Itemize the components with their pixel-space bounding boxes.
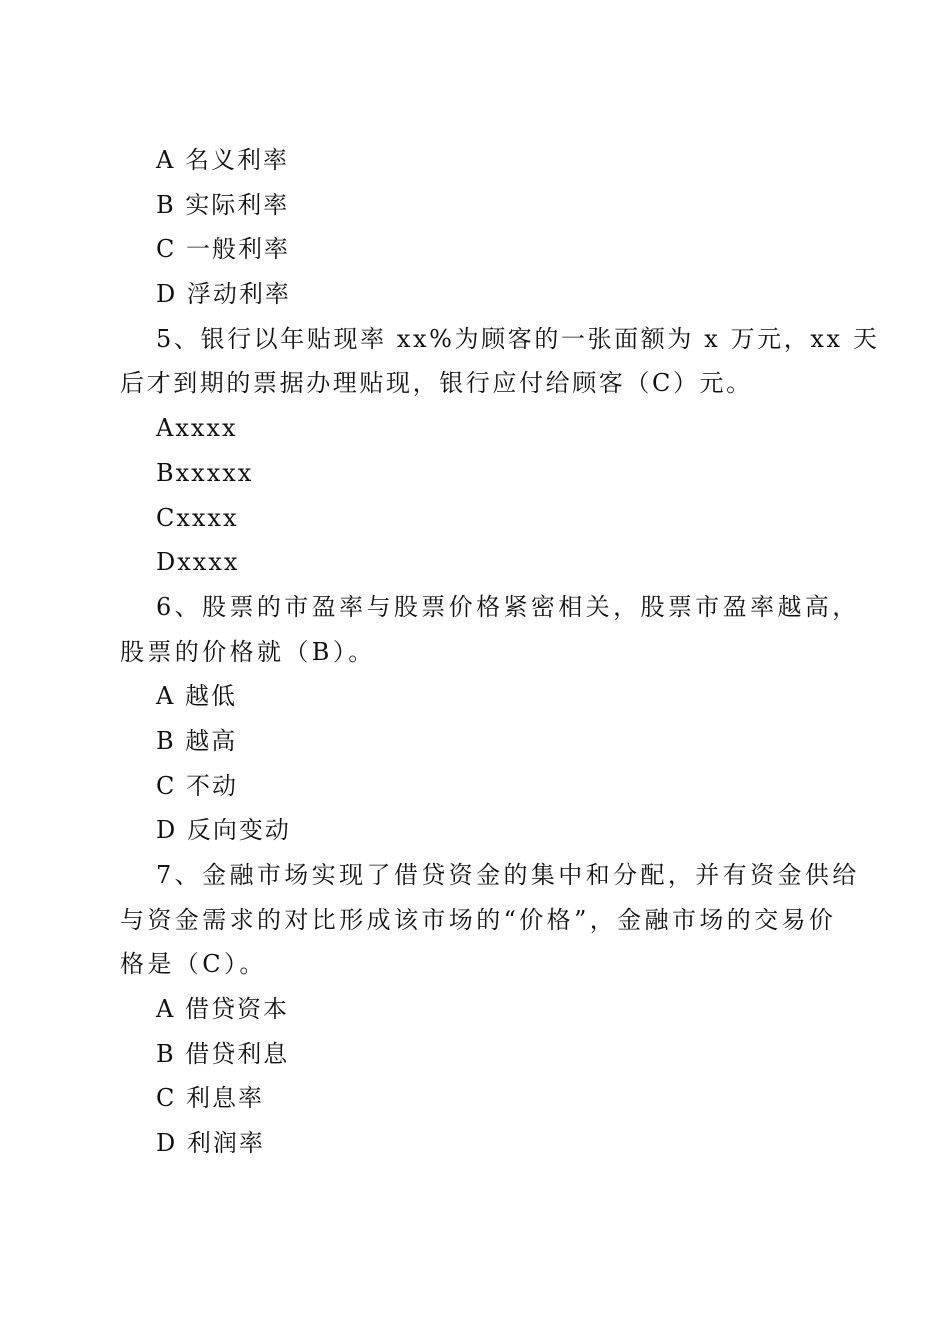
question-7-line-1: 7、金融市场实现了借贷资金的集中和分配，并有资金供给 (156, 861, 860, 889)
question-7 (120, 853, 860, 987)
option-b-higher: B 越高 (156, 726, 238, 755)
option-a-loan-capital: A 借贷资本 (156, 995, 289, 1024)
option-d-q5: Dxxxx (156, 548, 240, 577)
option-c-unchanged: C 不动 (156, 771, 238, 800)
option-b-real-rate: B 实际利率 (156, 190, 290, 219)
option-b-q5: Bxxxxx (156, 458, 254, 487)
document-page (120, 138, 880, 1166)
option-b-loan-interest: B 借贷利息 (156, 1039, 290, 1068)
question-7-line-3: 格是（C）。 (120, 950, 267, 979)
option-d-floating-rate: D 浮动利率 (156, 280, 291, 309)
question-6 (120, 585, 860, 674)
question-6-line-2: 股票的价格就（B）。 (120, 637, 376, 666)
question-7-line-2: 与资金需求的对比形成该市场的“价格”，金融市场的交易价 (120, 905, 837, 934)
option-a-nominal-rate: A 名义利率 (156, 146, 289, 174)
option-d-profit-rate: D 利润率 (156, 1129, 265, 1158)
option-c-general-rate: C 一般利率 (156, 235, 290, 264)
question-5 (120, 317, 880, 406)
option-c-q5: Cxxxx (156, 503, 239, 532)
option-c-interest-rate: C 利息率 (156, 1084, 264, 1113)
question-5-line-1: 5、银行以年贴现率 xx%为顾客的一张面额为 x 万元，xx 天 (156, 324, 880, 353)
option-a-lower: A 越低 (156, 682, 237, 711)
question-6-line-1: 6、股票的市盈率与股票价格紧密相关，股票市盈率越高， (156, 592, 860, 621)
option-d-inverse: D 反向变动 (156, 816, 291, 845)
question-5-line-2: 后才到期的票据办理贴现，银行应付给顾客（C）元。 (120, 369, 753, 398)
option-a-q5: Axxxx (156, 414, 238, 443)
